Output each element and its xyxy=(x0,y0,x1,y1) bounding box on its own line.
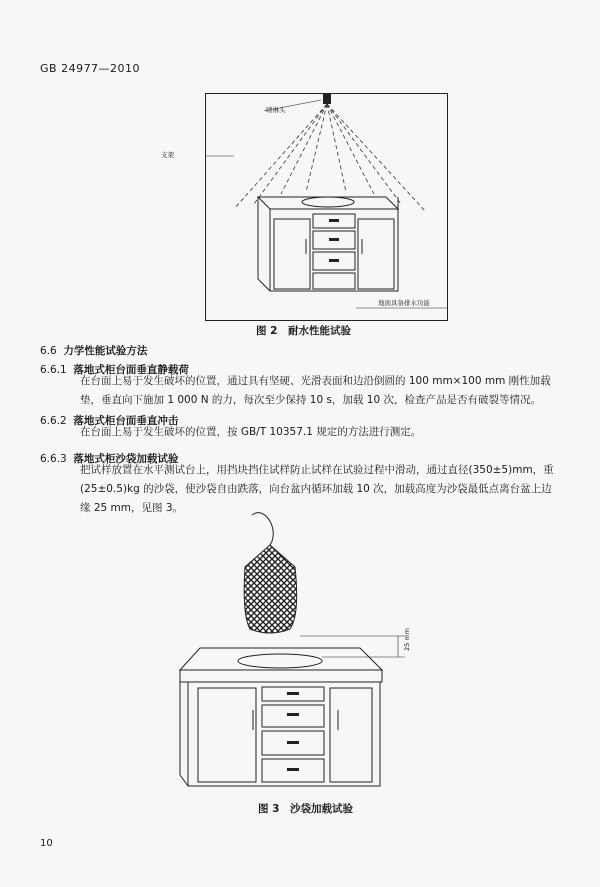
dimension-label: 25 mm xyxy=(403,627,411,651)
page-number: 10 xyxy=(40,838,53,849)
section-title: 落地式柜台面垂直静载荷 xyxy=(73,364,189,376)
section-number: 6.6.2 xyxy=(40,415,67,427)
water-resistance-test-diagram xyxy=(206,94,447,320)
section-title: 落地式柜沙袋加载试验 xyxy=(73,453,179,465)
paragraph-6-6-1: 在台面上易于发生破坏的位置，通过具有坚硬、光滑表面和边沿倒圆的 100 mm×100 mm 刚性加载垫，垂直向下施加 1 000 N 的力，每次至少保持 10 s，加载 10 次，检查产品是否有破裂等情况。 xyxy=(80,375,551,406)
section-title: 力学性能试验方法 xyxy=(63,345,148,357)
sandbag-icon xyxy=(244,545,296,633)
nozzle-label: 喷淋头 xyxy=(266,106,286,114)
paragraph-6-6-3: 把试样放置在水平测试台上，用挡块挡住试样防止试样在试验过程中滑动，通过直径(350±5)mm，重(25±0.5)kg 的沙袋，使沙袋自由跌落，向台盆内循环加载 10 次，加载高度为沙袋最低点离台盆上边缘 25 mm，见图 3。 xyxy=(80,464,554,514)
sandbag-loading-test-diagram xyxy=(170,505,430,795)
drain-label: 地面具备排水功能 xyxy=(378,299,430,307)
rope-icon xyxy=(252,513,273,545)
support-label: 支架 xyxy=(161,151,174,159)
section-number: 6.6.1 xyxy=(40,364,67,376)
section-number: 6.6.3 xyxy=(40,453,67,465)
figure-3-caption: 图 3 沙袋加载试验 xyxy=(258,803,353,815)
paragraph-6-6-2: 在台面上易于发生破坏的位置，按 GB/T 10357.1 规定的方法进行测定。 xyxy=(80,426,422,438)
section-title: 落地式柜台面垂直冲击 xyxy=(73,415,179,427)
nozzle-icon xyxy=(323,94,331,104)
figure-2-frame xyxy=(161,93,448,321)
section-6-6-heading xyxy=(40,343,147,358)
standard-header: GB 24977—2010 xyxy=(40,62,141,75)
section-number: 6.6 xyxy=(40,345,57,357)
figure-2-caption: 图 2 耐水性能试验 xyxy=(256,325,351,337)
